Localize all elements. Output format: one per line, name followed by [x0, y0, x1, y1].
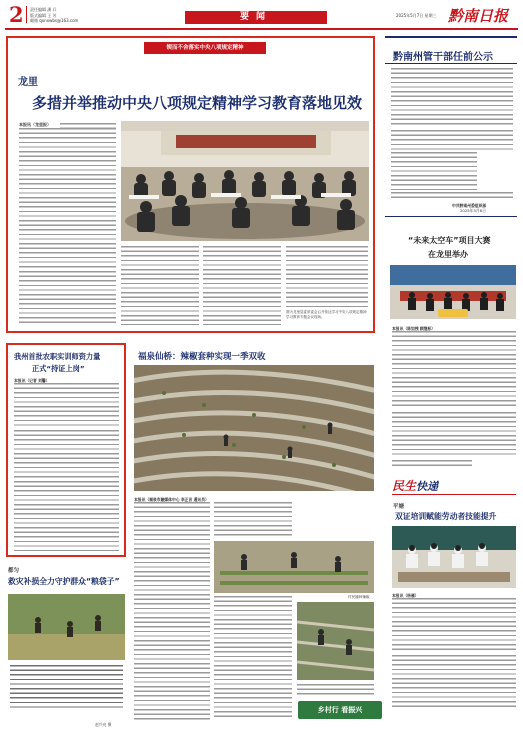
- dushan-photo-credit: 赵兴亮 摄: [95, 722, 112, 727]
- dushan-photo: [8, 594, 125, 660]
- livelihood-kicker: 平塘: [393, 504, 405, 510]
- notice-signature: 中共黔南州委组织部: [452, 203, 487, 208]
- vocational-body-3: [14, 481, 119, 551]
- notice-title-rule: [385, 63, 517, 64]
- lead-banner-text: 锲而不舍落实中央八项规定精神: [166, 45, 244, 51]
- notice-signature-date: 2025年5月6日: [460, 208, 486, 213]
- fuquan-body-4: [297, 684, 374, 698]
- page-number: 2: [9, 2, 24, 27]
- masthead-rule: [5, 28, 518, 30]
- meeting-photo: [121, 121, 369, 241]
- editor-line-1: 责任编辑 潘 兵: [30, 7, 57, 12]
- space-car-photo: [390, 265, 516, 319]
- vocational-title-line-2: 正式“持证上岗”: [32, 364, 85, 373]
- meeting-caption: 图为龙里县委常委会召开传达学习中央八项规定精神学习教育专题会议现场。: [286, 310, 367, 319]
- field-caption: 村民播种辣椒: [348, 595, 370, 599]
- fuquan-byline: 本报讯（福泉市融媒体中心 李正言 通讯员）: [134, 497, 209, 502]
- seedling-photo-image: [214, 541, 374, 593]
- livelihood-underline: [392, 494, 516, 495]
- lead-body-col-2: [121, 246, 199, 325]
- lead-kicker: 龙里: [18, 77, 38, 88]
- livelihood-body-2: [392, 655, 516, 710]
- editor-line-3: 邮箱 qxnxwbs@163.com: [30, 18, 79, 23]
- lead-byline: 本报讯（龙里报）: [19, 122, 51, 127]
- fuquan-body-3: [214, 596, 292, 720]
- sidebar-byline: 本报讯（陈如拽 顾继标）: [392, 326, 436, 331]
- livelihood-byline: 本报讯（杨雁）: [392, 593, 419, 598]
- vocational-byline: 本报讯（记者 刘馨）: [14, 378, 50, 383]
- sidebar-body-2: [392, 412, 516, 456]
- livelihood-brand-accent: 快递: [416, 480, 439, 493]
- space-car-image: [390, 265, 516, 319]
- vocational-title-line-1: 我州首批农职实训师资力量: [14, 352, 101, 361]
- dushan-kicker: 都匀: [8, 568, 20, 574]
- planting-photo-image: [297, 602, 374, 680]
- fuquan-field-photo: [134, 365, 374, 491]
- notice-body-2: [391, 130, 513, 150]
- field-photo-image: [134, 365, 374, 491]
- training-photo-image: [392, 526, 516, 588]
- lead-body-col-1: [19, 128, 116, 270]
- sidebar-body-3: [392, 460, 472, 466]
- fuquan-title: 福泉仙桥：辣椒套种实现一季双收: [138, 352, 266, 362]
- notice-body-4: [391, 192, 513, 200]
- date-line: 2025年5月7日 星期三: [396, 13, 437, 18]
- dushan-photo-image: [8, 594, 125, 660]
- lead-banner: [144, 42, 266, 54]
- training-photo: [392, 526, 516, 588]
- fuquan-body-2: [214, 502, 292, 538]
- village-banner-text: 乡村行 看振兴: [317, 706, 363, 714]
- vocational-body-2: [14, 430, 119, 478]
- masthead: [0, 0, 523, 30]
- lead-body-col-1b: [19, 271, 116, 325]
- sidebar-title-line-1: “未来太空车”项目大赛: [408, 236, 491, 245]
- notice-title: 黔南州管干部任前公示: [393, 52, 493, 63]
- section-title-bar: [185, 11, 327, 24]
- notice-bottom-rule: [385, 216, 517, 217]
- editor-line-2: 版式编辑 王 芳: [30, 12, 57, 18]
- seedling-photo: [214, 541, 374, 593]
- lead-body-col-3: [203, 246, 281, 325]
- lead-body-col-4: [286, 246, 368, 308]
- village-banner: [298, 701, 382, 719]
- dushan-body-1: [10, 665, 123, 711]
- notice-top-rule: [385, 36, 517, 38]
- sidebar-body-1: [392, 331, 516, 409]
- lead-headline: 多措并举推动中央八项规定精神学习教育落地见效: [32, 94, 363, 112]
- sidebar-title-line-2: 在龙里举办: [428, 250, 468, 259]
- notice-body-1: [391, 68, 513, 128]
- fuquan-body-1: [134, 502, 210, 720]
- section-title: 要闻: [239, 12, 272, 22]
- notice-body-3: [391, 152, 477, 190]
- livelihood-body-1: [392, 598, 516, 652]
- dushan-title: 救灾补损全力守护群众“粮袋子”: [8, 577, 120, 586]
- livelihood-brand-main: 民生: [392, 479, 417, 493]
- planting-photo: [297, 602, 374, 680]
- livelihood-brand: [392, 475, 472, 493]
- masthead-divider-left: [26, 6, 27, 23]
- livelihood-title: 双证培训赋能劳动者技能提升: [395, 512, 497, 521]
- vocational-body-1: [14, 383, 119, 427]
- paper-name: 黔南日报: [448, 7, 509, 25]
- meeting-photo-image: [121, 121, 369, 241]
